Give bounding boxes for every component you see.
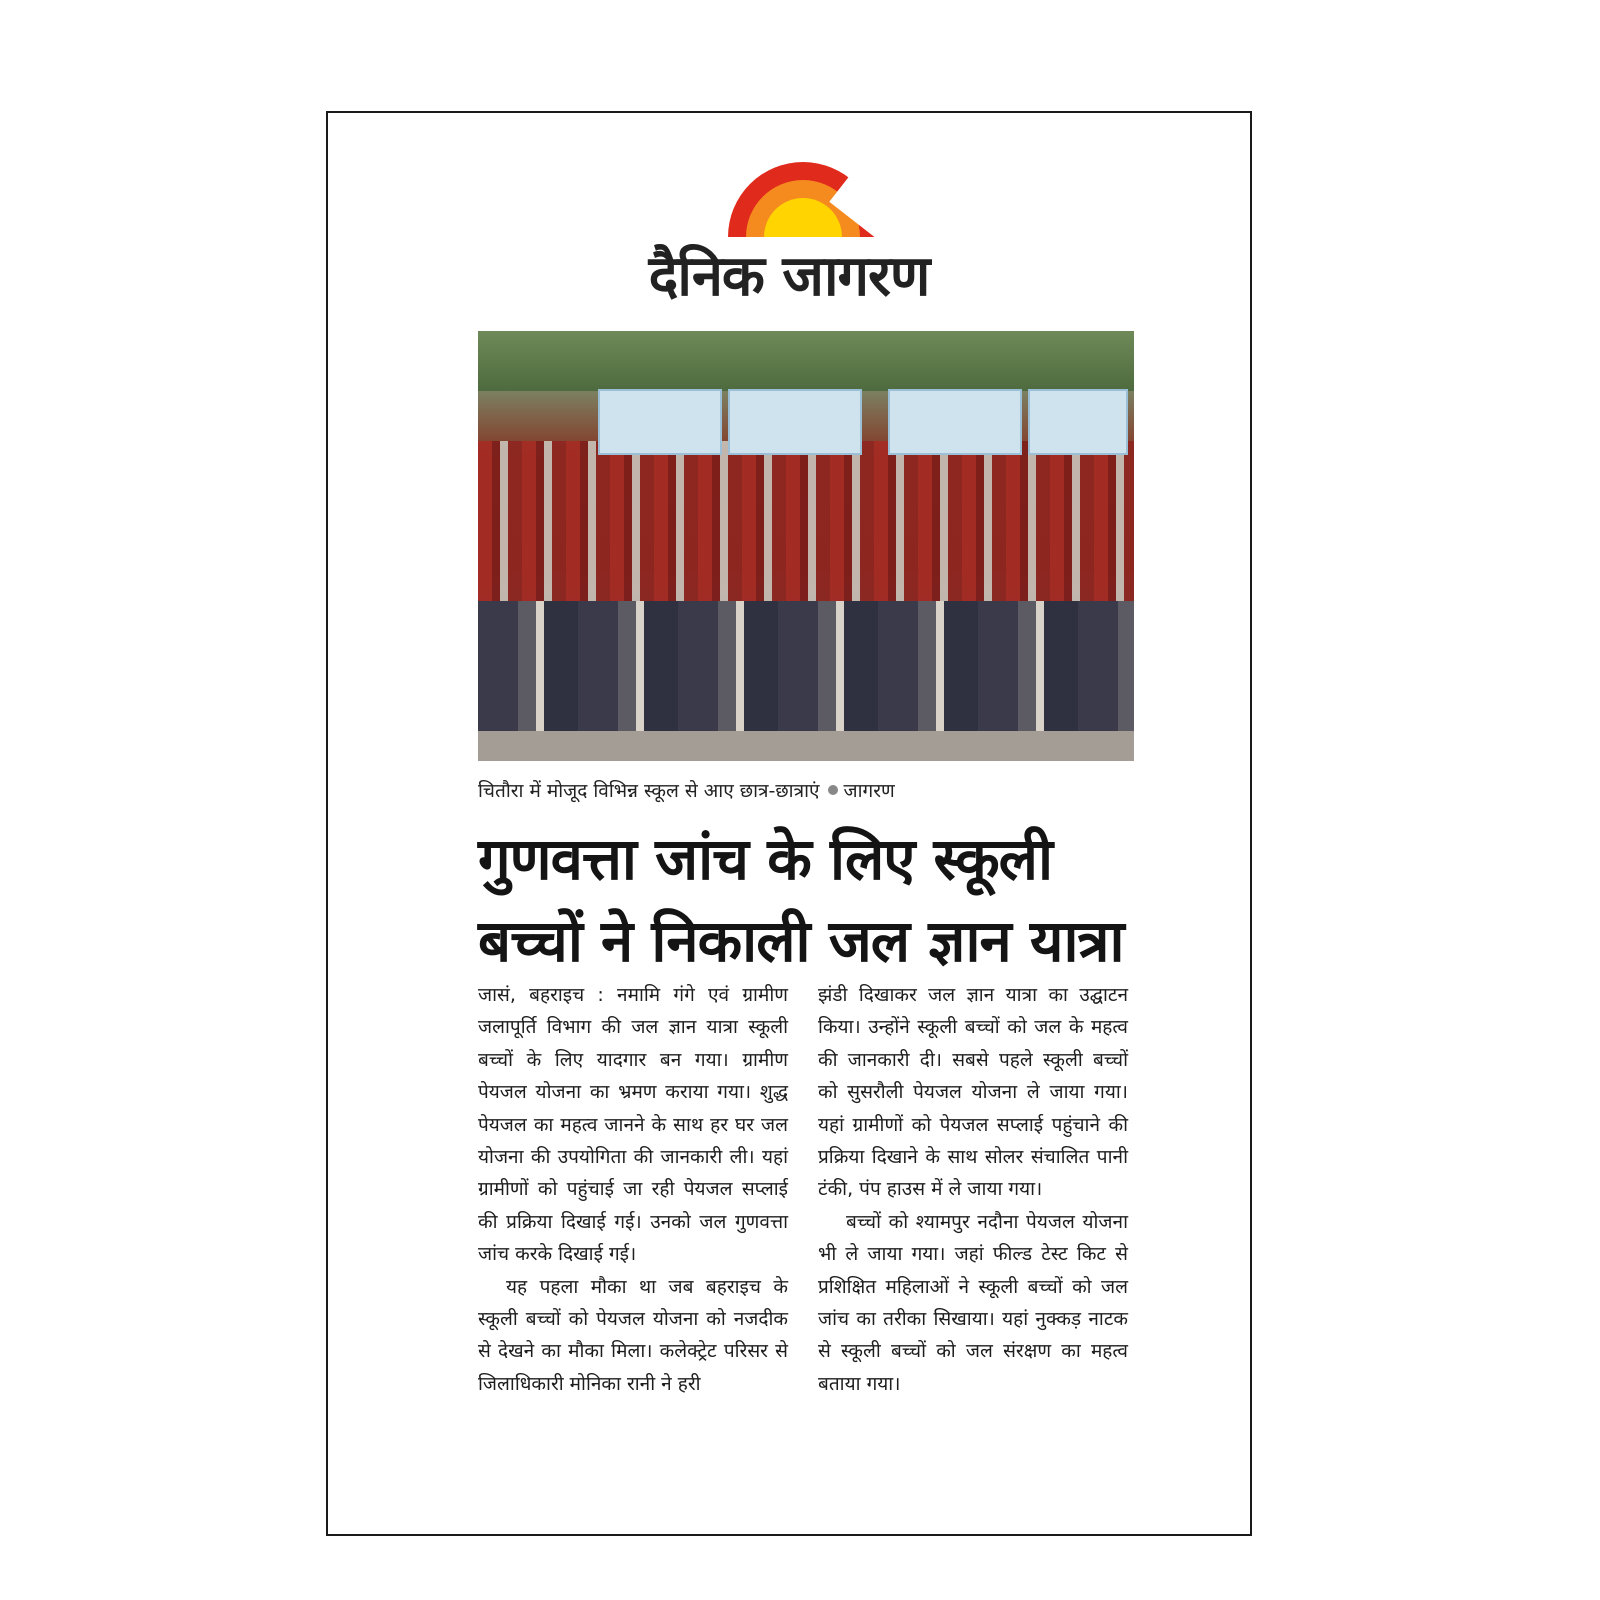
- sun-logo-icon: [722, 153, 884, 237]
- masthead-title: दैनिक जागरण: [648, 244, 930, 309]
- photo-banner: [1028, 389, 1128, 455]
- newspaper-clipping: [326, 111, 1252, 1536]
- photo-steps: [478, 731, 1134, 761]
- photo-caption: [478, 777, 895, 805]
- article-paragraph: झंडी दिखाकर जल ज्ञान यात्रा का उद्घाटन किया। उन्होंने स्कूली बच्चों को जल के महत्व की जानकारी दी। सबसे पहले स्कूली बच्चों को सुसरौली पेयजल योजना ले जाया गया। यहां ग्रामीणों को पेयजल सप्लाई पहुंचाने की प्रक्रिया दिखाने के साथ सोलर संचालित पानी टंकी, पंप हाउस में ले जाया गया।: [818, 984, 1128, 1201]
- article-column-1: [478, 979, 788, 1400]
- photo-front-row: [478, 601, 1134, 731]
- caption-credit: जागरण: [843, 780, 895, 802]
- article-headline: गुणवत्ता जांच के लिए स्कूली बच्चों ने निकाली जल ज्ञान यात्रा: [478, 825, 1124, 975]
- article-column-2: [818, 979, 1128, 1400]
- caption-text: चितौरा में मोजूद विभिन्न स्कूल से आए छात्र-छात्राएं: [478, 780, 820, 802]
- photo-crowd: [478, 441, 1134, 621]
- news-photo: [478, 331, 1134, 761]
- photo-banner: [888, 389, 1022, 455]
- photo-banner: [598, 389, 722, 455]
- article-paragraph: यह पहला मौका था जब बहराइच के स्कूली बच्चों को पेयजल योजना को नजदीक से देखने का मौका मिला। कलेक्ट्रेट परिसर से जिलाधिकारी मोनिका रानी ने हरी: [478, 1275, 788, 1395]
- bullet-icon: [828, 785, 838, 795]
- photo-trees: [478, 331, 1134, 391]
- article-paragraph: बच्चों को श्यामपुर नदौना पेयजल योजना भी ले जाया गया। जहां फील्ड टेस्ट किट से प्रशिक्षित महिलाओं ने स्कूली बच्चों को जल जांच का तरीका सिखाया। यहां नुक्कड़ नाटक से स्कूली बच्चों को जल संरक्षण का महत्व बताया गया।: [818, 1210, 1128, 1395]
- photo-banner: [728, 389, 862, 455]
- article-paragraph: जासं, बहराइच : नमामि गंगे एवं ग्रामीण जलापूर्ति विभाग की जल ज्ञान यात्रा स्कूली बच्चों के लिए यादगार बन गया। ग्रामीण पेयजल योजना का भ्रमण कराया गया। शुद्ध पेयजल का महत्व जानने के साथ हर घर जल योजना की उपयोगिता की जानकारी ली। यहां ग्रामीणों को पहुंचाई जा रही पेयजल सप्लाई की प्रक्रिया दिखाई गई। उनको जल गुणवत्ता जांच करके दिखाई गई।: [478, 984, 788, 1266]
